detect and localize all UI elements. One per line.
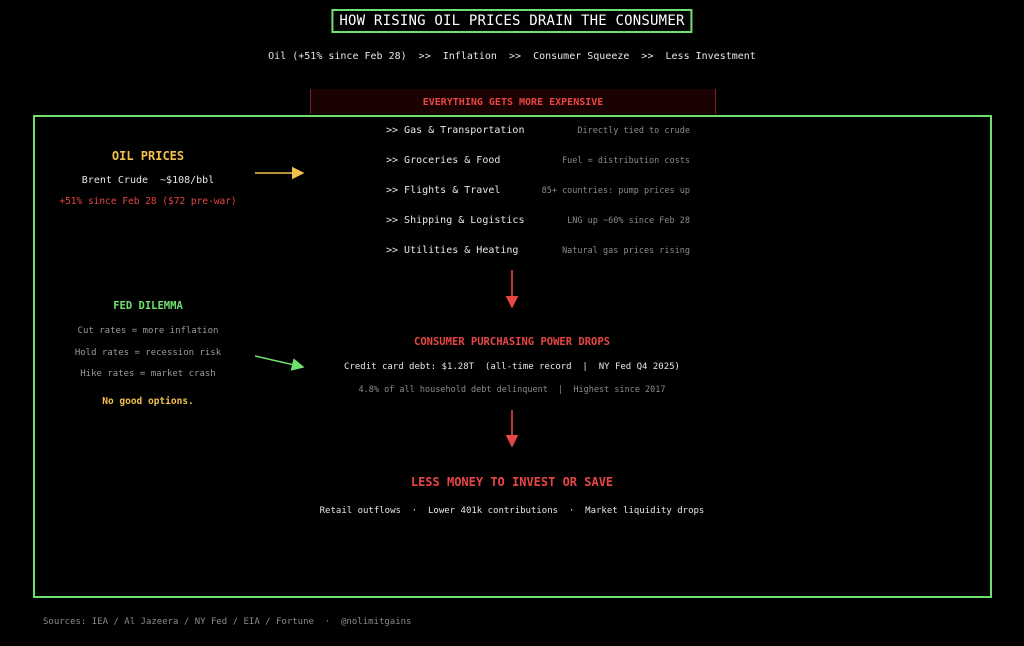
fed-option-cut: Cut rates = more inflation [77, 326, 219, 336]
expensive-header: EVERYTHING GETS MORE EXPENSIVE [310, 89, 716, 114]
fed-option-hold: Hold rates = recession risk [74, 348, 222, 358]
item-flights-label: >> Flights & Travel [386, 185, 501, 196]
oil-change-note: +51% since Feb 28 ($72 pre-war) [59, 196, 237, 207]
item-groceries-label: >> Groceries & Food [386, 155, 501, 166]
fed-option-hike: Hike rates = market crash [80, 369, 216, 379]
page-title: HOW RISING OIL PRICES DRAIN THE CONSUMER [331, 9, 692, 33]
item-groceries-note: Fuel = distribution costs [562, 156, 690, 166]
fed-conclusion: No good options. [102, 396, 194, 407]
invest-title: LESS MONEY TO INVEST OR SAVE [410, 475, 614, 489]
item-flights-note: 85+ countries: pump prices up [541, 186, 690, 196]
item-gas-note: Directly tied to crude [577, 126, 690, 136]
item-utilities-label: >> Utilities & Heating [386, 245, 519, 256]
delinquency-line: 4.8% of all household debt delinquent | Highest since 2017 [358, 385, 666, 395]
item-utilities-note: Natural gas prices rising [562, 246, 690, 256]
item-shipping-label: >> Shipping & Logistics [386, 215, 525, 226]
item-gas-label: >> Gas & Transportation [386, 125, 525, 136]
flow-summary: Oil (+51% since Feb 28) >> Inflation >> Consumer Squeeze >> Less Investment [268, 51, 756, 62]
sources-footer: Sources: IEA / Al Jazeera / NY Fed / EIA / Fortune · @nolimitgains [43, 617, 412, 627]
item-shipping-note: LNG up ~60% since Feb 28 [567, 216, 690, 226]
credit-card-debt-line: Credit card debt: $1.28T (all-time record | NY Fed Q4 2025) [344, 362, 680, 372]
fed-dilemma-title: FED DILEMMA [113, 300, 183, 312]
invest-effects-line: Retail outflows · Lower 401k contributions · Market liquidity drops [319, 506, 705, 516]
purchasing-power-title: CONSUMER PURCHASING POWER DROPS [414, 336, 610, 348]
brent-crude-price: Brent Crude ~$108/bbl [81, 175, 215, 186]
fed-to-purchasing-arrow [255, 356, 303, 367]
oil-prices-title: OIL PRICES [111, 149, 185, 163]
